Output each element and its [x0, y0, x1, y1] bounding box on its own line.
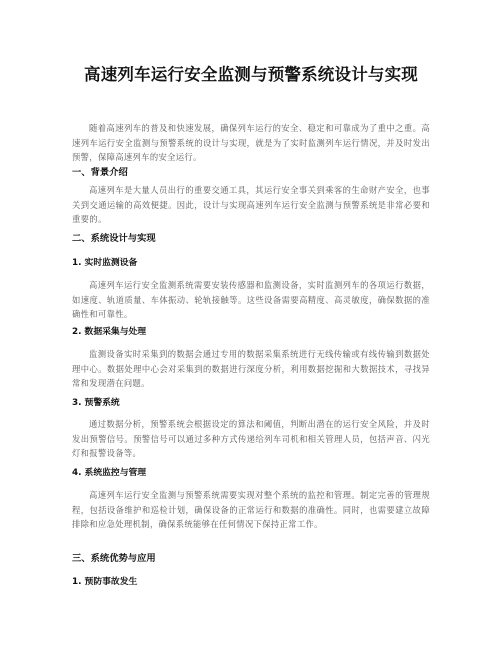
section-heading-advantages: 三、系统优势与应用: [72, 553, 156, 564]
system-management-paragraph: 高速列车运行安全监测与预警系统需要实现对整个系统的监控和管理。制定完善的管理规程，包括设备维护和巡检计划，确保设备的正常运行和数据的准确性。同时，也需要建立故障排除和应急处理机制，确保系统能够在任何情况下保持正常工作。: [72, 490, 430, 529]
section-heading-background: 一、背景介绍: [72, 167, 128, 178]
subsection-heading-system-management: 4. 系统监控与管理: [72, 468, 147, 478]
section-heading-design: 二、系统设计与实现: [72, 233, 156, 244]
subsection-heading-warning-system: 3. 预警系统: [72, 398, 120, 408]
subsection-heading-data-collection: 2. 数据采集与处理: [72, 327, 147, 337]
subsection-heading-accident-prevention: 1. 预防事故发生: [72, 577, 138, 587]
warning-system-paragraph: 通过数据分析，预警系统会根据设定的算法和阈值，判断出潜在的运行安全风险，并及时发出预警信号。预警信号可以通过多种方式传递给列车司机和相关管理人员，包括声音、闪光灯和报警设备等。: [72, 419, 430, 458]
monitoring-devices-paragraph: 高速列车运行安全监测系统需要安装传感器和监测设备，实时监测列车的各项运行数据，如速度、轨道质量、车体振动、轮轨接触等。这些设备需要高精度、高灵敏度，确保数据的准确性和可靠性。: [72, 280, 430, 319]
document-title: 高速列车运行安全监测与预警系统设计与实现: [84, 65, 418, 84]
data-collection-paragraph: 监测设备实时采集到的数据会通过专用的数据采集系统进行无线传输或有线传输到数据处理中心。数据处理中心会对采集到的数据进行深度分析，利用数据挖掘和大数据技术，寻找异常和发现潜在问题。: [72, 349, 430, 388]
subsection-heading-monitoring-devices: 1. 实时监测设备: [72, 258, 138, 268]
intro-paragraph: 随着高速列车的普及和快速发展，确保列车运行的安全、稳定和可靠成为了重中之重。高速列车运行安全监测与预警系统的设计与实现，就是为了实时监测列车运行情况，并及时发出预警，保障高速列车的安全运行。: [72, 123, 430, 162]
background-paragraph: 高速列车是大量人员出行的重要交通工具，其运行安全事关到乘客的生命财产安全，也事关到交通运输的高效便捷。因此，设计与实现高速列车运行安全监测与预警系统是非常必要和重要的。: [72, 185, 430, 224]
